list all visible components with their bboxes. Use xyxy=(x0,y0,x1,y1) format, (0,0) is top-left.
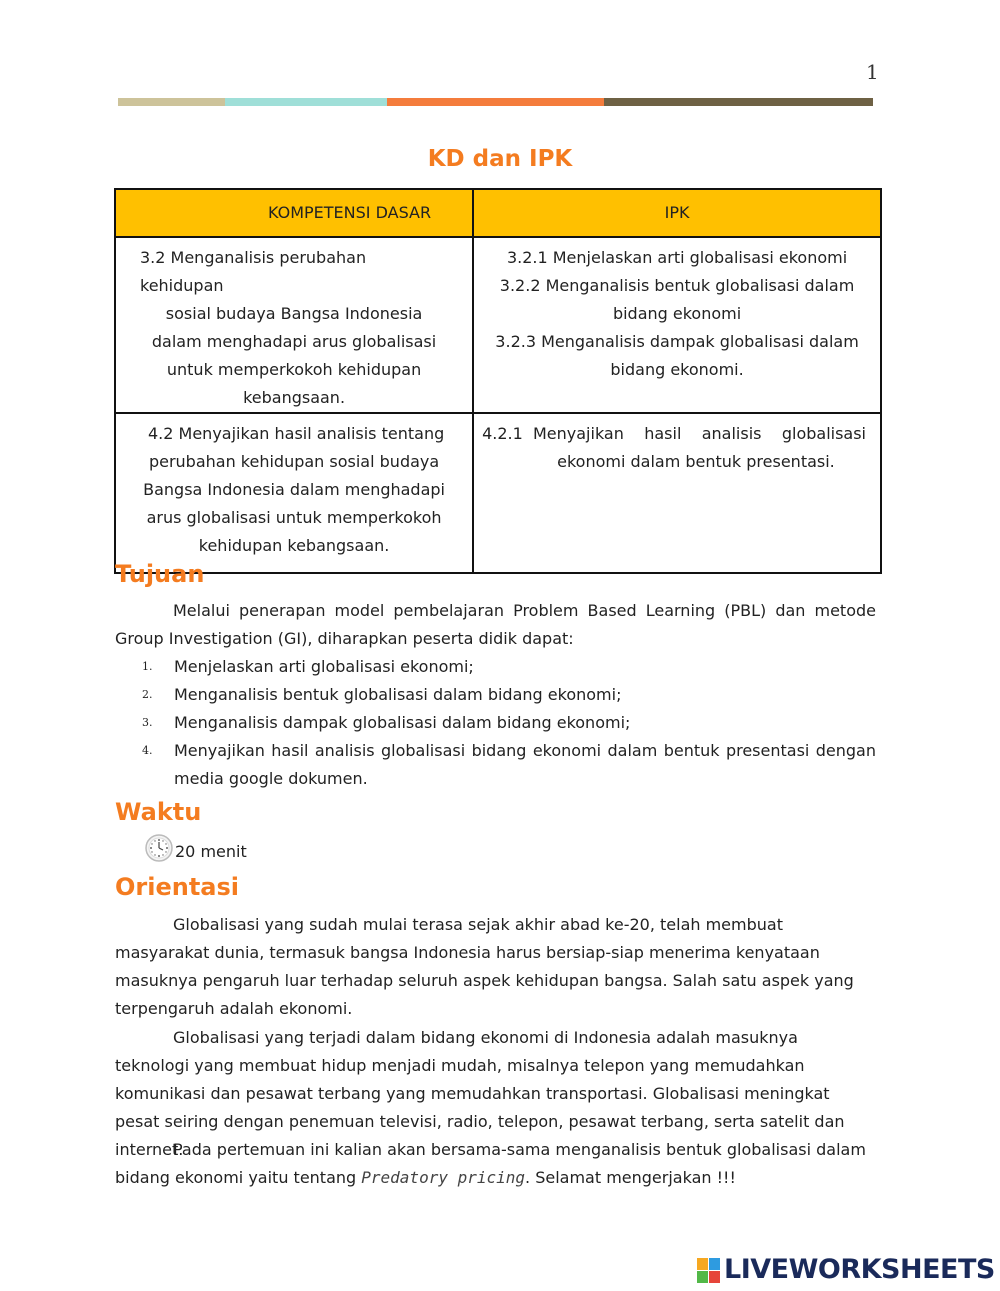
tujuan-heading: Tujuan xyxy=(115,560,205,588)
ipk-line: bidang ekonomi. xyxy=(610,360,744,379)
clock-icon xyxy=(144,833,174,863)
table-row xyxy=(115,237,881,413)
kd-cell xyxy=(115,413,473,573)
orientasi-p3-end: . Selamat mengerjakan !!! xyxy=(525,1168,736,1187)
kd-line: 4.2 Menyajikan hasil analisis tentang xyxy=(148,424,445,443)
ipk-line: 3.2.2 Menganalisis bentuk globalisasi dalam xyxy=(499,276,855,295)
ipk-line: ekonomi dalam bentuk presentasi. xyxy=(557,452,835,471)
kd-ipk-table xyxy=(114,188,882,574)
list-number: 3. xyxy=(142,716,153,729)
header-kd-label: KOMPETENSI DASAR xyxy=(268,203,432,222)
orientasi-paragraph-2: Globalisasi yang terjadi dalam bidang ekonomi di Indonesia adalah masuknya teknologi yang membuat hidup menjadi mudah, misalnya telepon yang memudahkan komunikasi dan pesawat terbang yang memudahkan transportasi. Globalisasi meningkat pesat seiring dengan penemuan televisi, radio, telepon, pesawat terbang, serta satelit dan internet. xyxy=(115,1028,845,1159)
header-kd xyxy=(115,189,473,237)
kd-line: kebangsaan. xyxy=(243,388,346,407)
kd-line: dalam menghadapi arus globalisasi xyxy=(151,332,437,351)
ipk-line: 4.2.1 Menyajikan hasil analisis globalisasi xyxy=(482,424,866,443)
list-item xyxy=(142,653,876,681)
kd-cell xyxy=(115,237,473,413)
tujuan-intro: Melalui penerapan model pembelajaran Problem Based Learning (PBL) dan metode Group Investigation (GI), diharapkan peserta didik dapat: xyxy=(115,601,876,648)
orientasi-p3-text: Pada pertemuan ini kalian akan bersama-sama menganalisis bentuk globalisasi dalam bidang ekonomi yaitu tentang xyxy=(115,1140,866,1187)
kd-line: 3.2 Menganalisis perubahan kehidupan xyxy=(140,248,367,295)
list-text: Menjelaskan arti globalisasi ekonomi; xyxy=(174,657,474,676)
table-header-row xyxy=(115,189,881,237)
decor-bar-3 xyxy=(387,98,604,106)
orientasi-paragraph-1: Globalisasi yang sudah mulai terasa sejak akhir abad ke-20, telah membuat masyarakat dunia, termasuk bangsa Indonesia harus bersiap-siap menerima kenyataan masuknya pengaruh luar terhadap seluruh aspek kehidupan bangsa. Salah satu aspek yang terpengaruh adalah ekonomi. xyxy=(115,915,854,1018)
decor-bar-2 xyxy=(225,98,387,106)
decor-bar-1 xyxy=(118,98,225,106)
kd-line: arus globalisasi untuk memperkokoh xyxy=(146,508,442,527)
list-text: Menganalisis bentuk globalisasi dalam bidang ekonomi; xyxy=(174,685,622,704)
waktu-heading: Waktu xyxy=(115,798,202,826)
kd-line: sosial budaya Bangsa Indonesia xyxy=(165,304,423,323)
ipk-line: 3.2.1 Menjelaskan arti globalisasi ekonomi xyxy=(506,248,848,267)
ipk-line: bidang ekonomi xyxy=(612,304,742,323)
list-item xyxy=(142,681,876,709)
liveworksheets-brand: LIVEWORKSHEETS xyxy=(724,1254,995,1285)
header-ipk: IPK xyxy=(473,189,881,237)
page-title: KD dan IPK xyxy=(427,146,573,172)
ipk-line: 3.2.3 Menganalisis dampak globalisasi dalam xyxy=(495,332,859,351)
list-text: Menganalisis dampak globalisasi dalam bidang ekonomi; xyxy=(174,713,631,732)
list-number: 4. xyxy=(142,744,153,757)
liveworksheets-logo-icon xyxy=(697,1258,721,1284)
ipk-cell xyxy=(473,413,881,573)
kd-line: perubahan kehidupan sosial budaya xyxy=(148,452,440,471)
page-number: 1 xyxy=(866,60,879,84)
orientasi-p3-term: Predatory pricing xyxy=(361,1168,526,1187)
list-text: Menyajikan hasil analisis globalisasi bidang ekonomi dalam bentuk presentasi dengan media google dokumen. xyxy=(174,741,876,788)
list-number: 1. xyxy=(142,660,153,673)
kd-line: untuk memperkokoh kehidupan xyxy=(166,360,422,379)
ipk-cell xyxy=(473,237,881,413)
orientasi-heading: Orientasi xyxy=(115,873,240,901)
table-row xyxy=(115,413,881,573)
list-number: 2. xyxy=(142,688,153,701)
kd-line: kehidupan kebangsaan. xyxy=(198,536,390,555)
waktu-text: 20 menit xyxy=(175,842,247,861)
decor-bar-4 xyxy=(604,98,873,106)
list-item xyxy=(142,709,876,737)
orientasi-paragraph-3 xyxy=(115,1136,876,1192)
kd-line: Bangsa Indonesia dalam menghadapi xyxy=(143,480,445,499)
list-item xyxy=(142,737,876,793)
